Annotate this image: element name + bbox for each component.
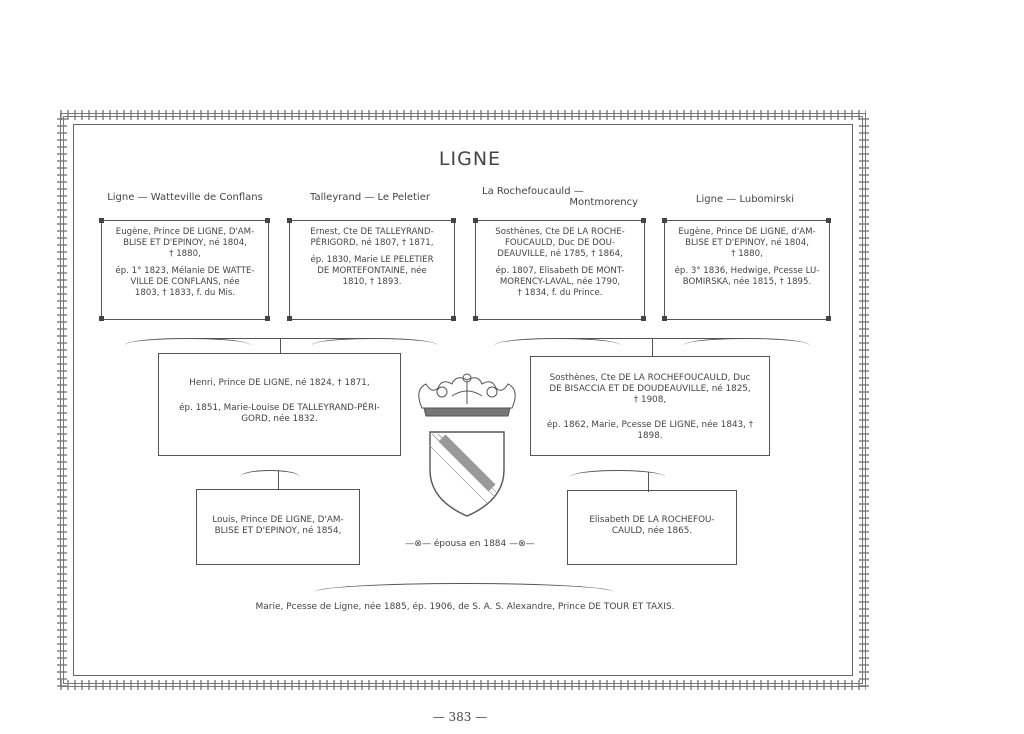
box-corner-ornament bbox=[662, 316, 667, 321]
connector-line bbox=[648, 472, 649, 492]
ancestor-box-3 bbox=[475, 220, 645, 320]
column-head-3 bbox=[470, 186, 650, 208]
ancestor-4-line: BOMIRSKA, née 1815, † 1895. bbox=[682, 277, 812, 287]
connector-line bbox=[278, 470, 279, 490]
child-right-line: Elisabeth DE LA ROCHEFOU- bbox=[589, 515, 715, 525]
box-corner-ornament bbox=[451, 316, 456, 321]
marriage-note bbox=[395, 539, 545, 549]
child-right-line: CAULD, née 1865. bbox=[611, 526, 693, 536]
connector-brace-middle bbox=[570, 470, 665, 477]
ancestor-2-line: Ernest, Cte DE TALLEYRAND- bbox=[310, 227, 434, 237]
ancestor-box-2 bbox=[289, 220, 455, 320]
ancestor-1-line: 1803, † 1833, f. du Mis. bbox=[134, 288, 236, 298]
connector-brace-left-top bbox=[125, 338, 250, 345]
parent-left-line: GORD, née 1832. bbox=[241, 414, 318, 424]
connector-brace-right-top bbox=[495, 338, 620, 345]
box-corner-ornament bbox=[287, 316, 292, 321]
parent-right-line: DE BISACCIA ET DE DOUDEAUVILLE, né 1825, bbox=[549, 384, 751, 394]
box-corner-ornament bbox=[826, 316, 831, 321]
box-corner-ornament bbox=[265, 218, 270, 223]
box-corner-ornament bbox=[99, 316, 104, 321]
ancestor-1-line: BLISE ET D'EPINOY, né 1804, bbox=[123, 238, 247, 248]
parent-box-left bbox=[158, 353, 401, 456]
ancestor-1-line: † 1880, bbox=[169, 249, 201, 259]
box-corner-ornament bbox=[641, 218, 646, 223]
parent-box-right bbox=[530, 356, 770, 456]
ancestor-1-line: Eugène, Prince DE LIGNE, D'AM- bbox=[115, 227, 255, 237]
marriage-ornament-left-icon: —⊗— bbox=[405, 539, 431, 549]
ancestor-box-1 bbox=[101, 220, 269, 320]
ancestor-1-line: ép. 1° 1823, Mélanie DE WATTE- bbox=[115, 266, 255, 276]
parent-right-line: ép. 1862, Marie, Pcesse DE LIGNE, née 1843, † 1898. bbox=[546, 420, 754, 441]
page-title: LIGNE bbox=[438, 148, 502, 170]
box-corner-ornament bbox=[451, 218, 456, 223]
connector-brace-left-top bbox=[312, 338, 437, 345]
box-corner-ornament bbox=[265, 316, 270, 321]
column-head-2: Talleyrand — Le Peletier bbox=[310, 192, 430, 203]
ancestor-4-line: BLISE ET D'EPINOY, né 1804, bbox=[685, 238, 809, 248]
ancestor-box-4 bbox=[664, 220, 830, 320]
ancestor-4-line: Eugène, Prince DE LIGNE, d'AM- bbox=[678, 227, 816, 237]
parent-left-line: Henri, Prince DE LIGNE, né 1824, † 1871, bbox=[189, 378, 370, 388]
ancestor-3-line: MORENCY-LAVAL, née 1790, bbox=[499, 277, 621, 287]
marriage-label: épousa en 1884 bbox=[433, 539, 507, 549]
box-corner-ornament bbox=[99, 218, 104, 223]
child-left-line: BLISE ET D'EPINOY, né 1854, bbox=[214, 526, 342, 536]
ancestor-4-line: ép. 3° 1836, Hedwige, Pcesse LU- bbox=[674, 266, 820, 276]
box-corner-ornament bbox=[826, 218, 831, 223]
ancestor-2-line: PÉRIGORD, né 1807, † 1871, bbox=[310, 238, 434, 248]
ancestor-2-line: ép. 1830, Marie LE PELETIER bbox=[310, 255, 434, 265]
ancestor-1-line: VILLE DE CONFLANS, née bbox=[130, 277, 240, 287]
parent-right-line: † 1908, bbox=[633, 395, 667, 405]
box-corner-ornament bbox=[662, 218, 667, 223]
footnote-descendant: Marie, Pcesse de Ligne, née 1885, ép. 1906, de S. A. S. Alexandre, Prince DE TOUR ET TAXIS. bbox=[255, 602, 675, 612]
marriage-ornament-right-icon: —⊗— bbox=[509, 539, 535, 549]
ancestor-2-line: DE MORTEFONTAINE, née bbox=[317, 266, 427, 276]
ancestor-3-line: Sosthènes, Cte DE LA ROCHE- bbox=[495, 227, 625, 237]
box-corner-ornament bbox=[473, 218, 478, 223]
connector-brace-middle bbox=[240, 470, 300, 477]
coat-of-arms-icon bbox=[412, 370, 522, 520]
box-corner-ornament bbox=[641, 316, 646, 321]
child-left-line: Louis, Prince DE LIGNE, D'AM- bbox=[212, 515, 344, 525]
column-head-3-line1: La Rochefoucauld — bbox=[482, 186, 584, 197]
connector-line bbox=[280, 338, 281, 353]
child-box-right bbox=[567, 490, 737, 565]
parent-left-line: ép. 1851, Marie-Louise DE TALLEYRAND-PÉRI- bbox=[179, 403, 380, 413]
box-corner-ornament bbox=[473, 316, 478, 321]
ancestor-3-line: FOUCAULD, Duc DE DOU- bbox=[504, 238, 616, 248]
page-number: — 383 — bbox=[432, 710, 488, 724]
connector-line bbox=[652, 338, 653, 356]
ancestor-4-line: † 1880, bbox=[731, 249, 763, 259]
connector-brace-right-top bbox=[684, 338, 809, 345]
ancestor-2-line: 1810, † 1893. bbox=[342, 277, 402, 287]
box-corner-ornament bbox=[287, 218, 292, 223]
ancestor-3-line: ép. 1807, Elisabeth DE MONT- bbox=[495, 266, 625, 276]
parent-right-line: Sosthènes, Cte DE LA ROCHEFOUCAULD, Duc bbox=[549, 373, 751, 383]
column-head-4: Ligne — Lubomirski bbox=[695, 194, 795, 205]
child-box-left bbox=[196, 489, 360, 565]
column-head-1: Ligne — Watteville de Conflans bbox=[107, 192, 263, 203]
ancestor-3-line: † 1834, f. du Prince. bbox=[517, 288, 603, 298]
ancestor-3-line: DEAUVILLE, né 1785, † 1864, bbox=[497, 249, 623, 259]
column-head-3-line2: Montmorency bbox=[569, 197, 638, 208]
